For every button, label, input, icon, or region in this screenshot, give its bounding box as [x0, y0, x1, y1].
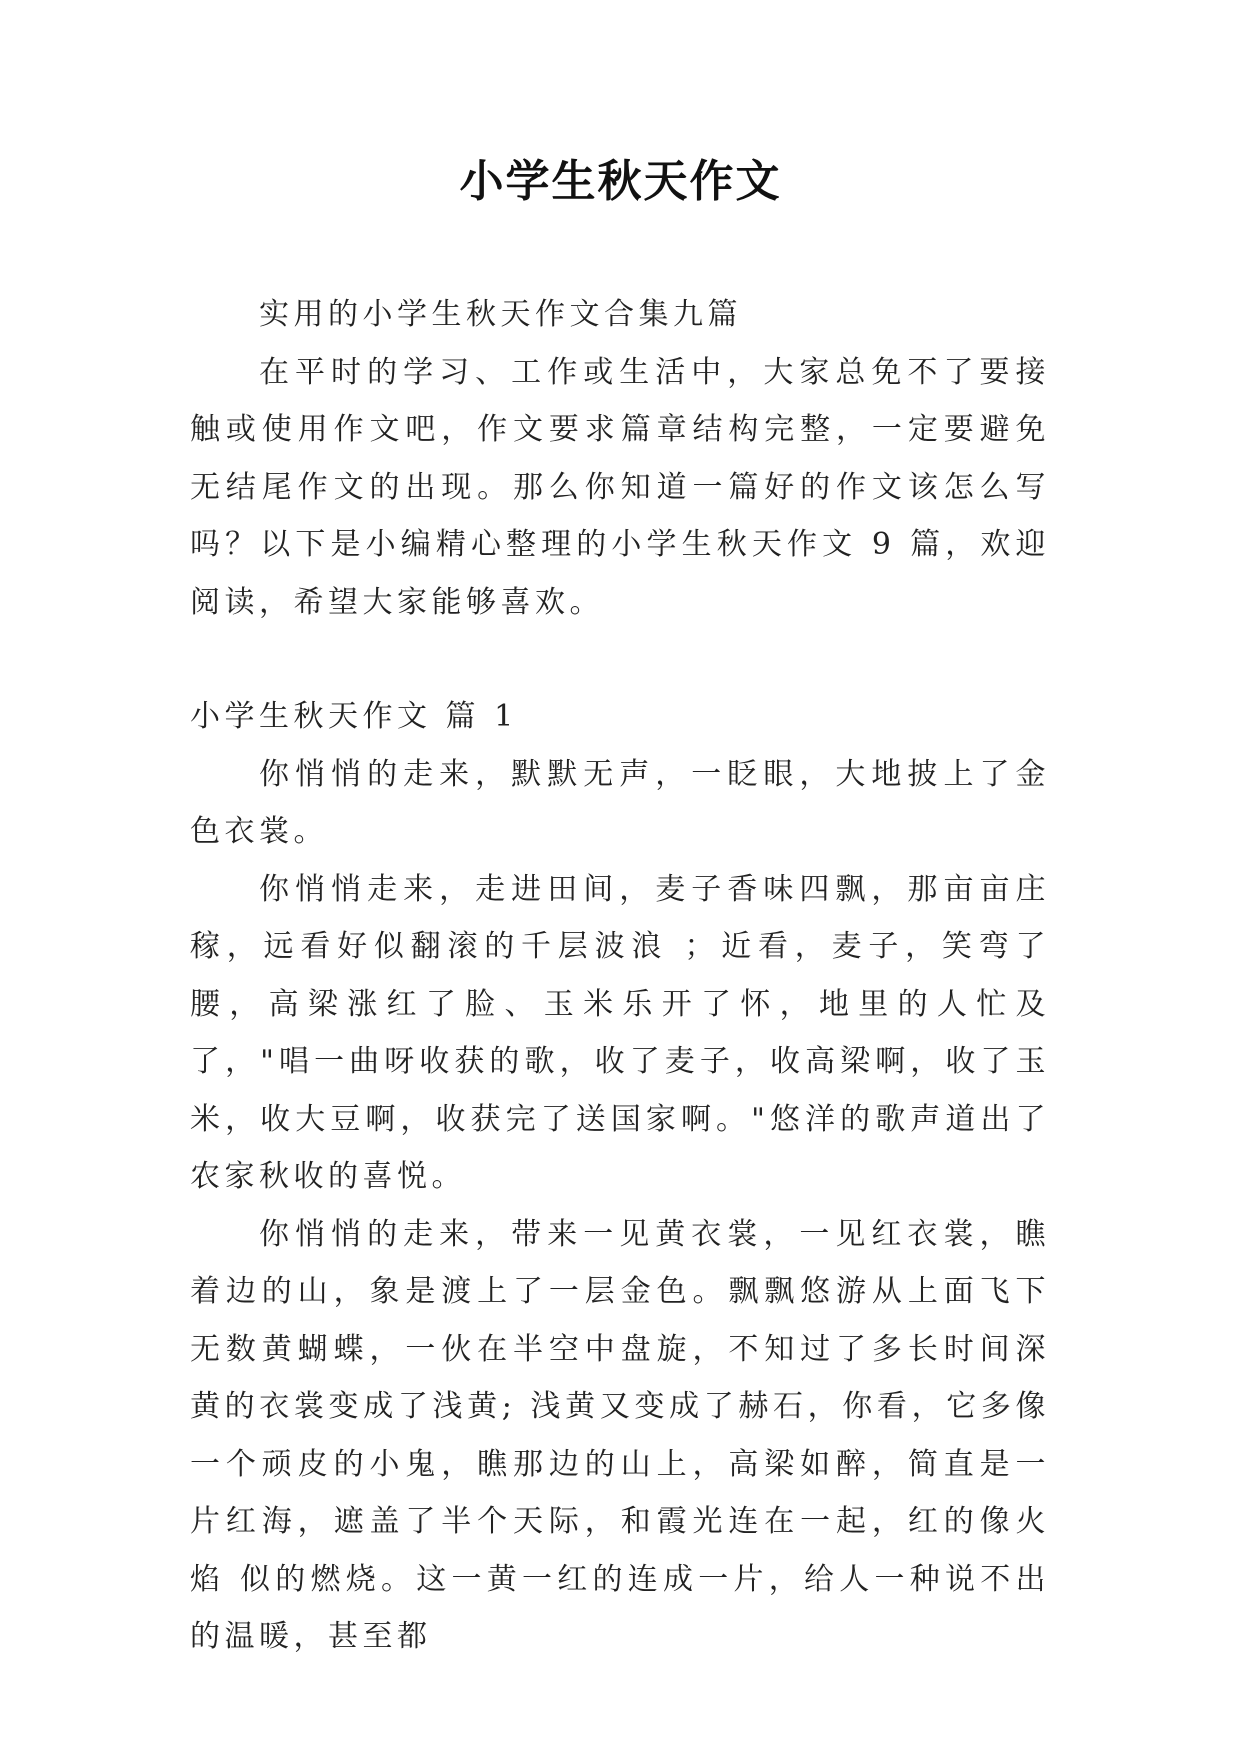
document-body — [190, 286, 1050, 1666]
document-title: 小学生秋天作文 — [459, 156, 782, 207]
body-paragraph: 你悄悄走来，走进田间，麦子香味四飘，那亩亩庄稼，远看好似翻滚的千层波浪 ；近看，麦子，笑弯了腰，高梁涨红了脸、玉米乐开了怀，地里的人忙及了，"唱一曲呀收获的歌，收了麦子，收高梁啊，收了玉米，收大豆啊，收获完了送国家啊。"悠洋的歌声道出了农家秋收的喜悦。 — [190, 871, 1050, 1194]
body-paragraph: 你悄悄的走来，默默无声，一眨眼，大地披上了金色衣裳。 — [190, 756, 1050, 849]
section-heading: 小学生秋天作文 篇 1 — [190, 699, 518, 734]
document-subtitle: 实用的小学生秋天作文合集九篇 — [259, 297, 742, 332]
paragraph-spacer — [190, 631, 1050, 688]
intro-paragraph: 在平时的学习、工作或生活中，大家总免不了要接触或使用作文吧，作文要求篇章结构完整，一定要避免无结尾作文的出现。那么你知道一篇好的作文该怎么写吗？以下是小编精心整理的小学生秋天作文 9 篇，欢迎阅读，希望大家能够喜欢。 — [190, 354, 1050, 620]
body-paragraph: 你悄悄的走来，带来一见黄衣裳，一见红衣裳，瞧着边的山，象是渡上了一层金色。飘飘悠游从上面飞下无数黄蝴蝶，一伙在半空中盘旋，不知过了多长时间深黄的衣裳变成了浅黄; 浅黄又变成了赫石，你看，它多像一个顽皮的小鬼，瞧那边的山上，高梁如醉，简直是一片红海，遮盖了半个天际，和霞光连在一起，红的像火焰 似的燃烧。这一黄一红的连成一片，给人一种说不出的温暖，甚至都 — [190, 1216, 1050, 1654]
